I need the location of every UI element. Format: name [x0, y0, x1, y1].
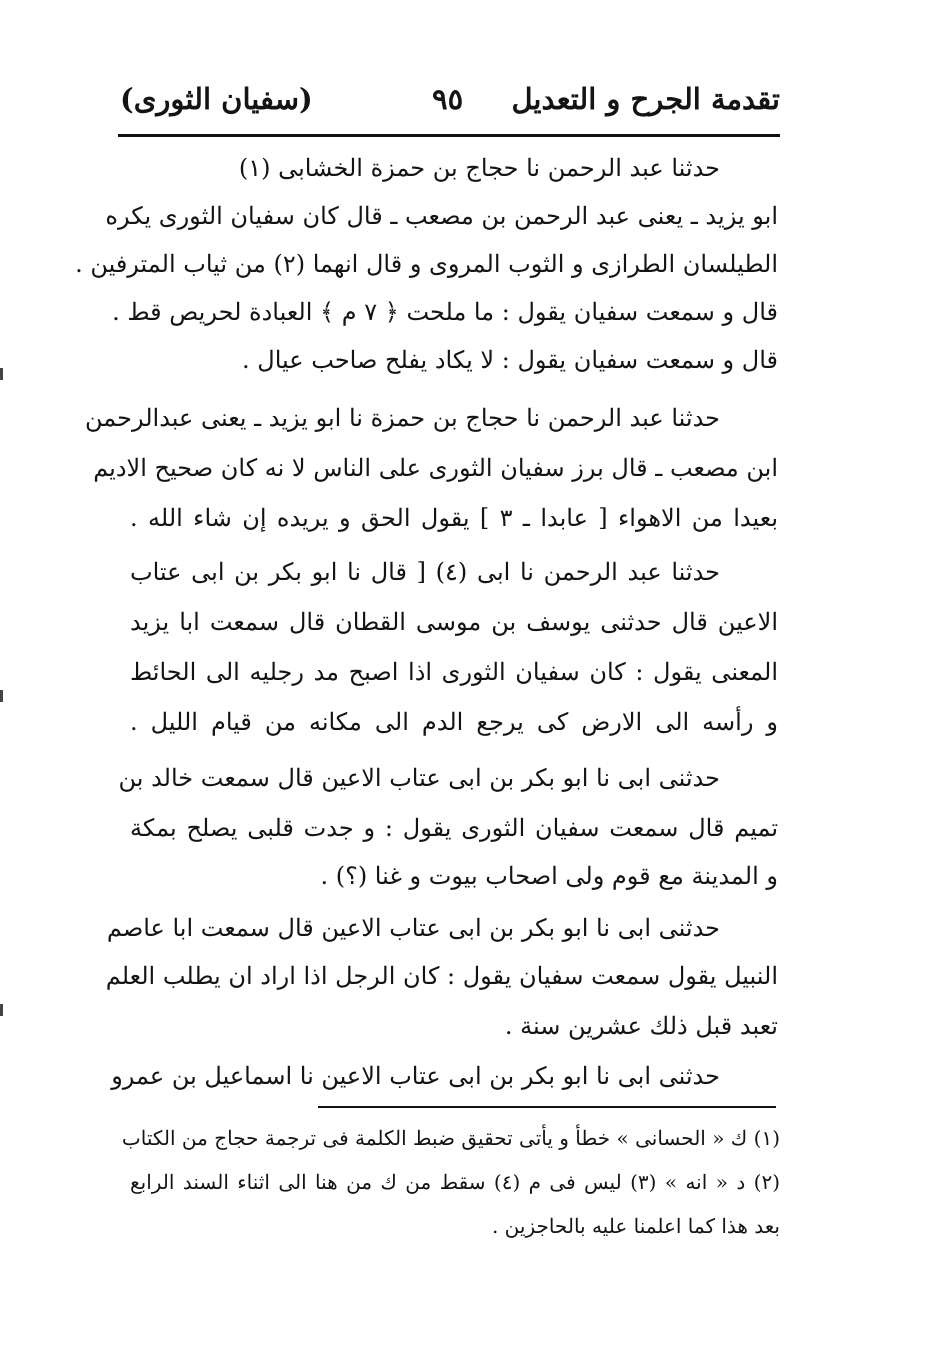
text-line: حدثنى ابى نا ابو بكر بن ابى عتاب الاعين نا اسماعيل بن عمرو: [111, 1062, 720, 1090]
text-line: تميم قال سمعت سفيان الثورى يقول : و جدت قلبى يصلح بمكة: [130, 814, 778, 842]
running-title: تقدمة الجرح و التعديل: [511, 82, 780, 116]
footnote-rule: [318, 1106, 776, 1108]
text-line: و المدينة مع قوم ولى اصحاب بيوت و غنا (؟) .: [320, 862, 778, 890]
text-line: حدثنى ابى نا ابو بكر بن ابى عتاب الاعين قال سمعت ابا عاصم: [106, 914, 720, 942]
scan-edge-mark: [0, 368, 3, 380]
text-line: حدثنا عبد الرحمن نا حجاج بن حمزة نا ابو يزيد ـ يعنى عبدالرحمن: [84, 404, 720, 432]
text-line: حدثنا عبد الرحمن نا ابى (٤) [ قال نا ابو بكر بن ابى عتاب: [130, 558, 720, 586]
text-line: حدثنى ابى نا ابو بكر بن ابى عتاب الاعين قال سمعت خالد بن: [118, 764, 720, 792]
text-line: المعنى يقول : كان سفيان الثورى اذا اصبح مد رجليه الى الحائط: [130, 658, 778, 686]
footnote-line: (٢) د « انه » (٣) ليس فى م (٤) سقط من ك من هنا الى اثناء السند الرابع: [130, 1170, 780, 1194]
page-header: [120, 78, 780, 128]
scan-edge-mark: [0, 690, 3, 702]
footnote-line: بعد هذا كما اعلمنا عليه بالحاجزين .: [491, 1214, 780, 1238]
scan-edge-mark: [0, 1004, 3, 1016]
text-line: تعبد قبل ذلك عشرين سنة .: [504, 1012, 778, 1040]
text-line: الطيلسان الطرازى و الثوب المروى و قال انهما (٢) من ثياب المترفين .: [75, 250, 778, 278]
text-line: قال و سمعت سفيان يقول : لا يكاد يفلح صاحب عيال .: [242, 346, 778, 374]
text-line: قال و سمعت سفيان يقول : ما ملحت ﴿ ٧ م ﴾ العبادة لحريص قط .: [112, 298, 778, 326]
text-line: ابن مصعب ـ قال برز سفيان الثورى على الناس لا نه كان صحيح الاديم: [93, 454, 778, 482]
text-line: الاعين قال حدثنى يوسف بن موسى القطان قال سمعت ابا يزيد: [130, 608, 778, 636]
text-line: ابو يزيد ـ يعنى عبد الرحمن بن مصعب ـ قال كان سفيان الثورى يكره: [105, 202, 778, 230]
text-line: و رأسه الى الارض كى يرجع الدم الى مكانه من قيام الليل .: [130, 708, 778, 736]
text-line: بعيدا من الاهواء [ عابدا ـ ٣ ] يقول الحق و يريده إن شاء الله .: [130, 504, 779, 532]
text-line: النبيل يقول سمعت سفيان يقول : كان الرجل اذا اراد ان يطلب العلم: [105, 962, 778, 990]
text-line: حدثنا عبد الرحمن نا حجاج بن حمزة الخشابى (١): [238, 154, 720, 182]
header-rule: [118, 134, 780, 137]
section-title: (سفيان الثورى): [120, 82, 313, 116]
page-number: ٩٥: [432, 82, 464, 116]
footnote-line: (١) ك « الحسانى » خطأ و يأتى تحقيق ضبط الكلمة فى ترجمة حجاج من الكتاب: [121, 1126, 780, 1150]
